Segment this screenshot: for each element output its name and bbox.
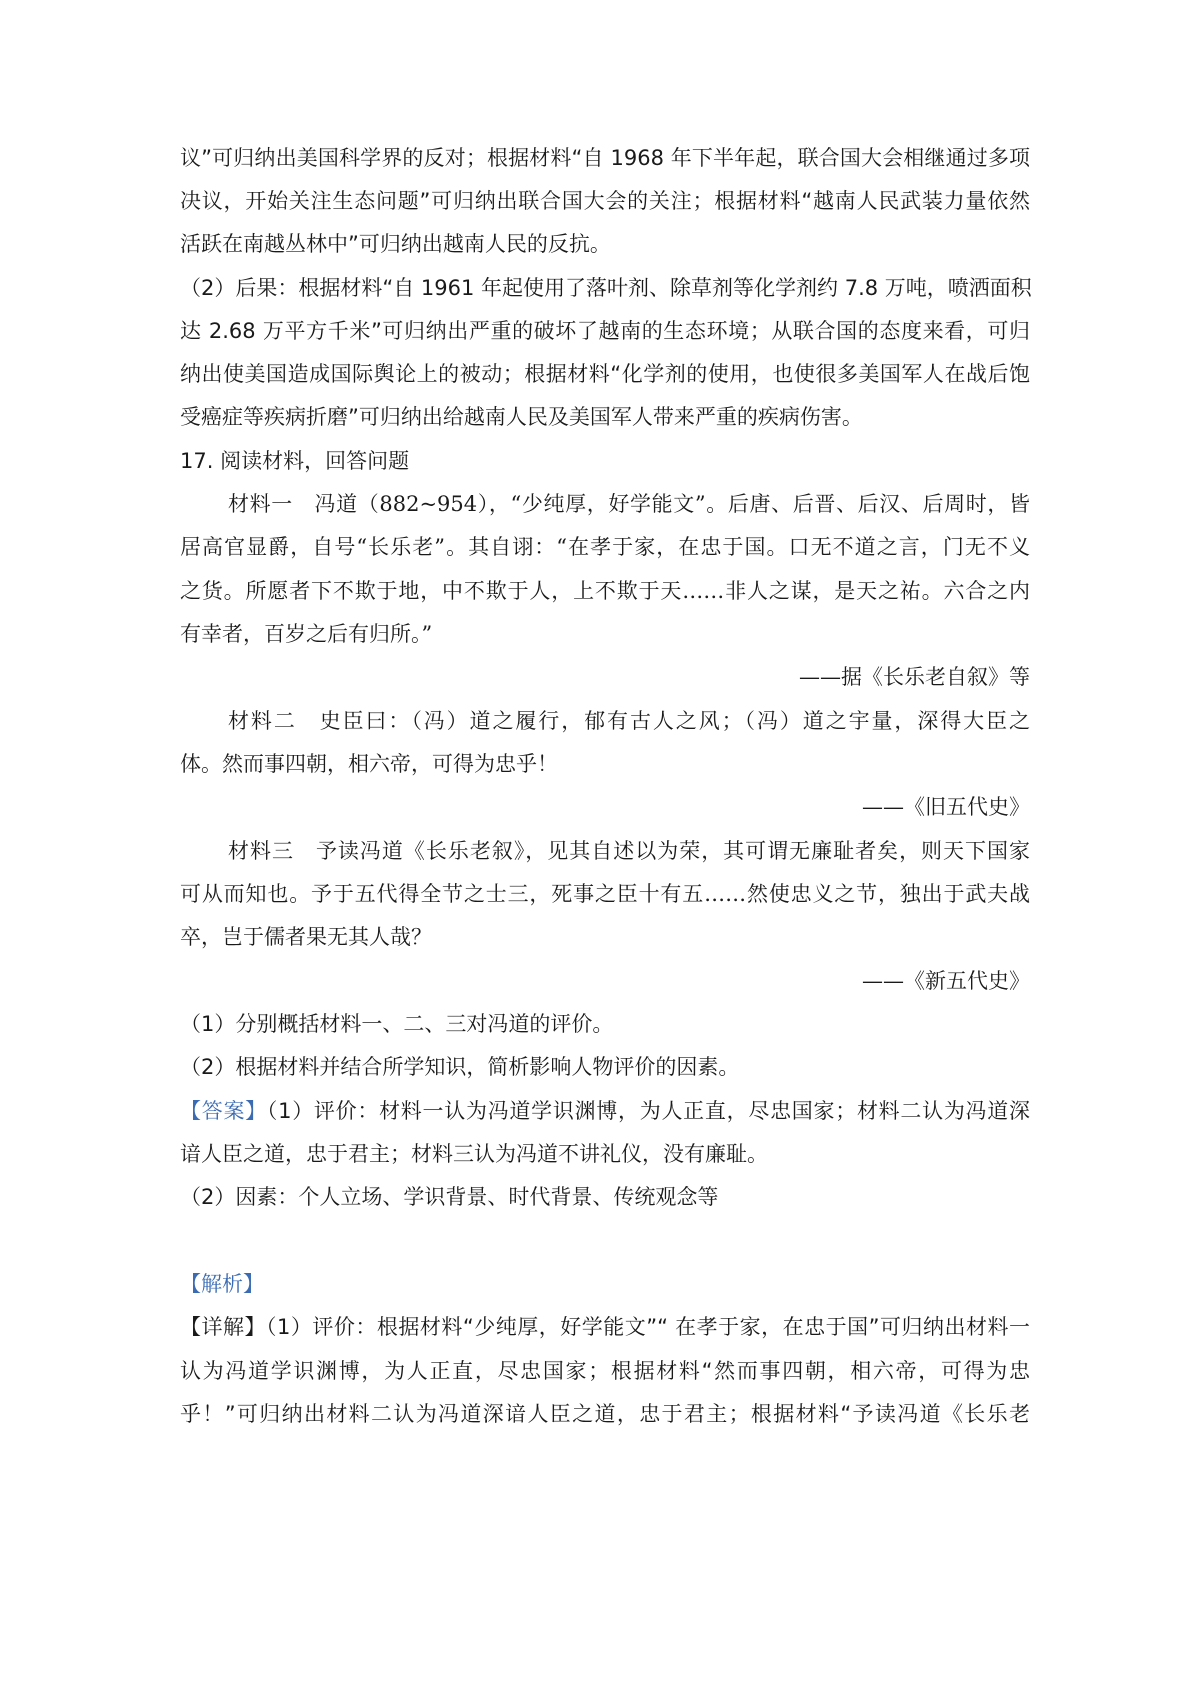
- detail-tag: 【详解】: [180, 1315, 266, 1339]
- detail-line-3: 乎！”可归纳出材料二认为冯道深谙人臣之道，忠于君主；根据材料“予读冯道《长乐老: [180, 1402, 1030, 1426]
- material-2-line-1: 材料二 史臣曰：（冯）道之履行，郁有古人之风；（冯）道之宇量，深得大臣之: [228, 709, 1030, 733]
- answer-line-3: （2）因素：个人立场、学识背景、时代背景、传统观念等: [180, 1185, 719, 1209]
- answer16-p2-line-1: （2）后果：根据材料“自 1961 年起使用了落叶剂、除草剂等化学剂约 7.8 万吨，喷洒面积: [180, 276, 1032, 300]
- question-17-part-2: （2）根据材料并结合所学知识，简析影响人物评价的因素。: [180, 1055, 740, 1079]
- answer-text-1: （1）评价：材料一认为冯道学识渊博，为人正直，尽忠国家；材料二认为冯道深: [266, 1099, 1031, 1123]
- answer16-p2-line-2: 达 2.68 万平方千米”可归纳出严重的破坏了越南的生态环境；从联合国的态度来看，可归: [180, 319, 1030, 343]
- answer-line-1: [180, 1096, 1030, 1126]
- answer-tag: 【答案】: [180, 1099, 267, 1123]
- detail-line-1: [180, 1312, 1030, 1342]
- question-17-part-1: （1）分别概括材料一、二、三对冯道的评价。: [180, 1012, 614, 1036]
- detail-text-1: （1）评价：根据材料“少纯厚，好学能文”“ 在孝于家，在忠于国”可归纳出材料一: [266, 1315, 1030, 1339]
- material-1-line-2: 居高官显爵，自号“长乐老”。其自诩：“在孝于家，在忠于国。口无不道之言，门无不义: [180, 535, 1030, 559]
- answer16-p2-line-3: 纳出使美国造成国际舆论上的被动；根据材料“化学剂的使用，也使很多美国军人在战后饱: [180, 362, 1030, 386]
- answer16-p1-line-1: 议”可归纳出美国科学界的反对；根据材料“自 1968 年下半年起，联合国大会相继通过多项: [180, 146, 1030, 170]
- material-3-line-2: 可从而知也。予于五代得全节之士三，死事之臣十有五……然使忠义之节，独出于武夫战: [180, 882, 1030, 906]
- answer16-p1-line-3: 活跃在南越丛林中”可归纳出越南人民的反抗。: [180, 232, 611, 256]
- material-3-line-1: 材料三 予读冯道《长乐老叙》，见其自述以为荣，其可谓无廉耻者矣，则天下国家: [228, 839, 1030, 863]
- material-1-line-3: 之货。所愿者下不欺于地，中不欺于人，上不欺于天……非人之谋，是天之祐。六合之内: [180, 579, 1030, 603]
- answer-line-2: 谙人臣之道，忠于君主；材料三认为冯道不讲礼仪，没有廉耻。: [180, 1142, 768, 1166]
- answer16-p1-line-2: 决议，开始关注生态问题”可归纳出联合国大会的关注；根据材料“越南人民武装力量依然: [180, 189, 1030, 213]
- detail-line-2: 认为冯道学识渊博，为人正直，尽忠国家；根据材料“然而事四朝，相六帝，可得为忠: [180, 1359, 1030, 1383]
- material-3-line-3: 卒，岂于儒者果无其人哉？: [180, 925, 432, 949]
- material-3-source: ——《新五代史》: [862, 969, 1030, 993]
- question-17-heading: 17. 阅读材料，回答问题: [180, 449, 410, 473]
- analysis-tag: 【解析】: [180, 1272, 264, 1296]
- material-2-line-2: 体。然而事四朝，相六帝，可得为忠乎！: [180, 752, 558, 776]
- material-1-line-4: 有幸者，百岁之后有归所。”: [180, 622, 433, 646]
- material-1-line-1: 材料一 冯道（882~954），“少纯厚，好学能文”。后唐、后晋、后汉、后周时，皆: [228, 492, 1030, 516]
- material-2-source: ——《旧五代史》: [862, 795, 1030, 819]
- answer16-p2-line-4: 受癌症等疾病折磨”可归纳出给越南人民及美国军人带来严重的疾病伤害。: [180, 405, 863, 429]
- material-1-source: ——据《长乐老自叙》等: [799, 665, 1030, 689]
